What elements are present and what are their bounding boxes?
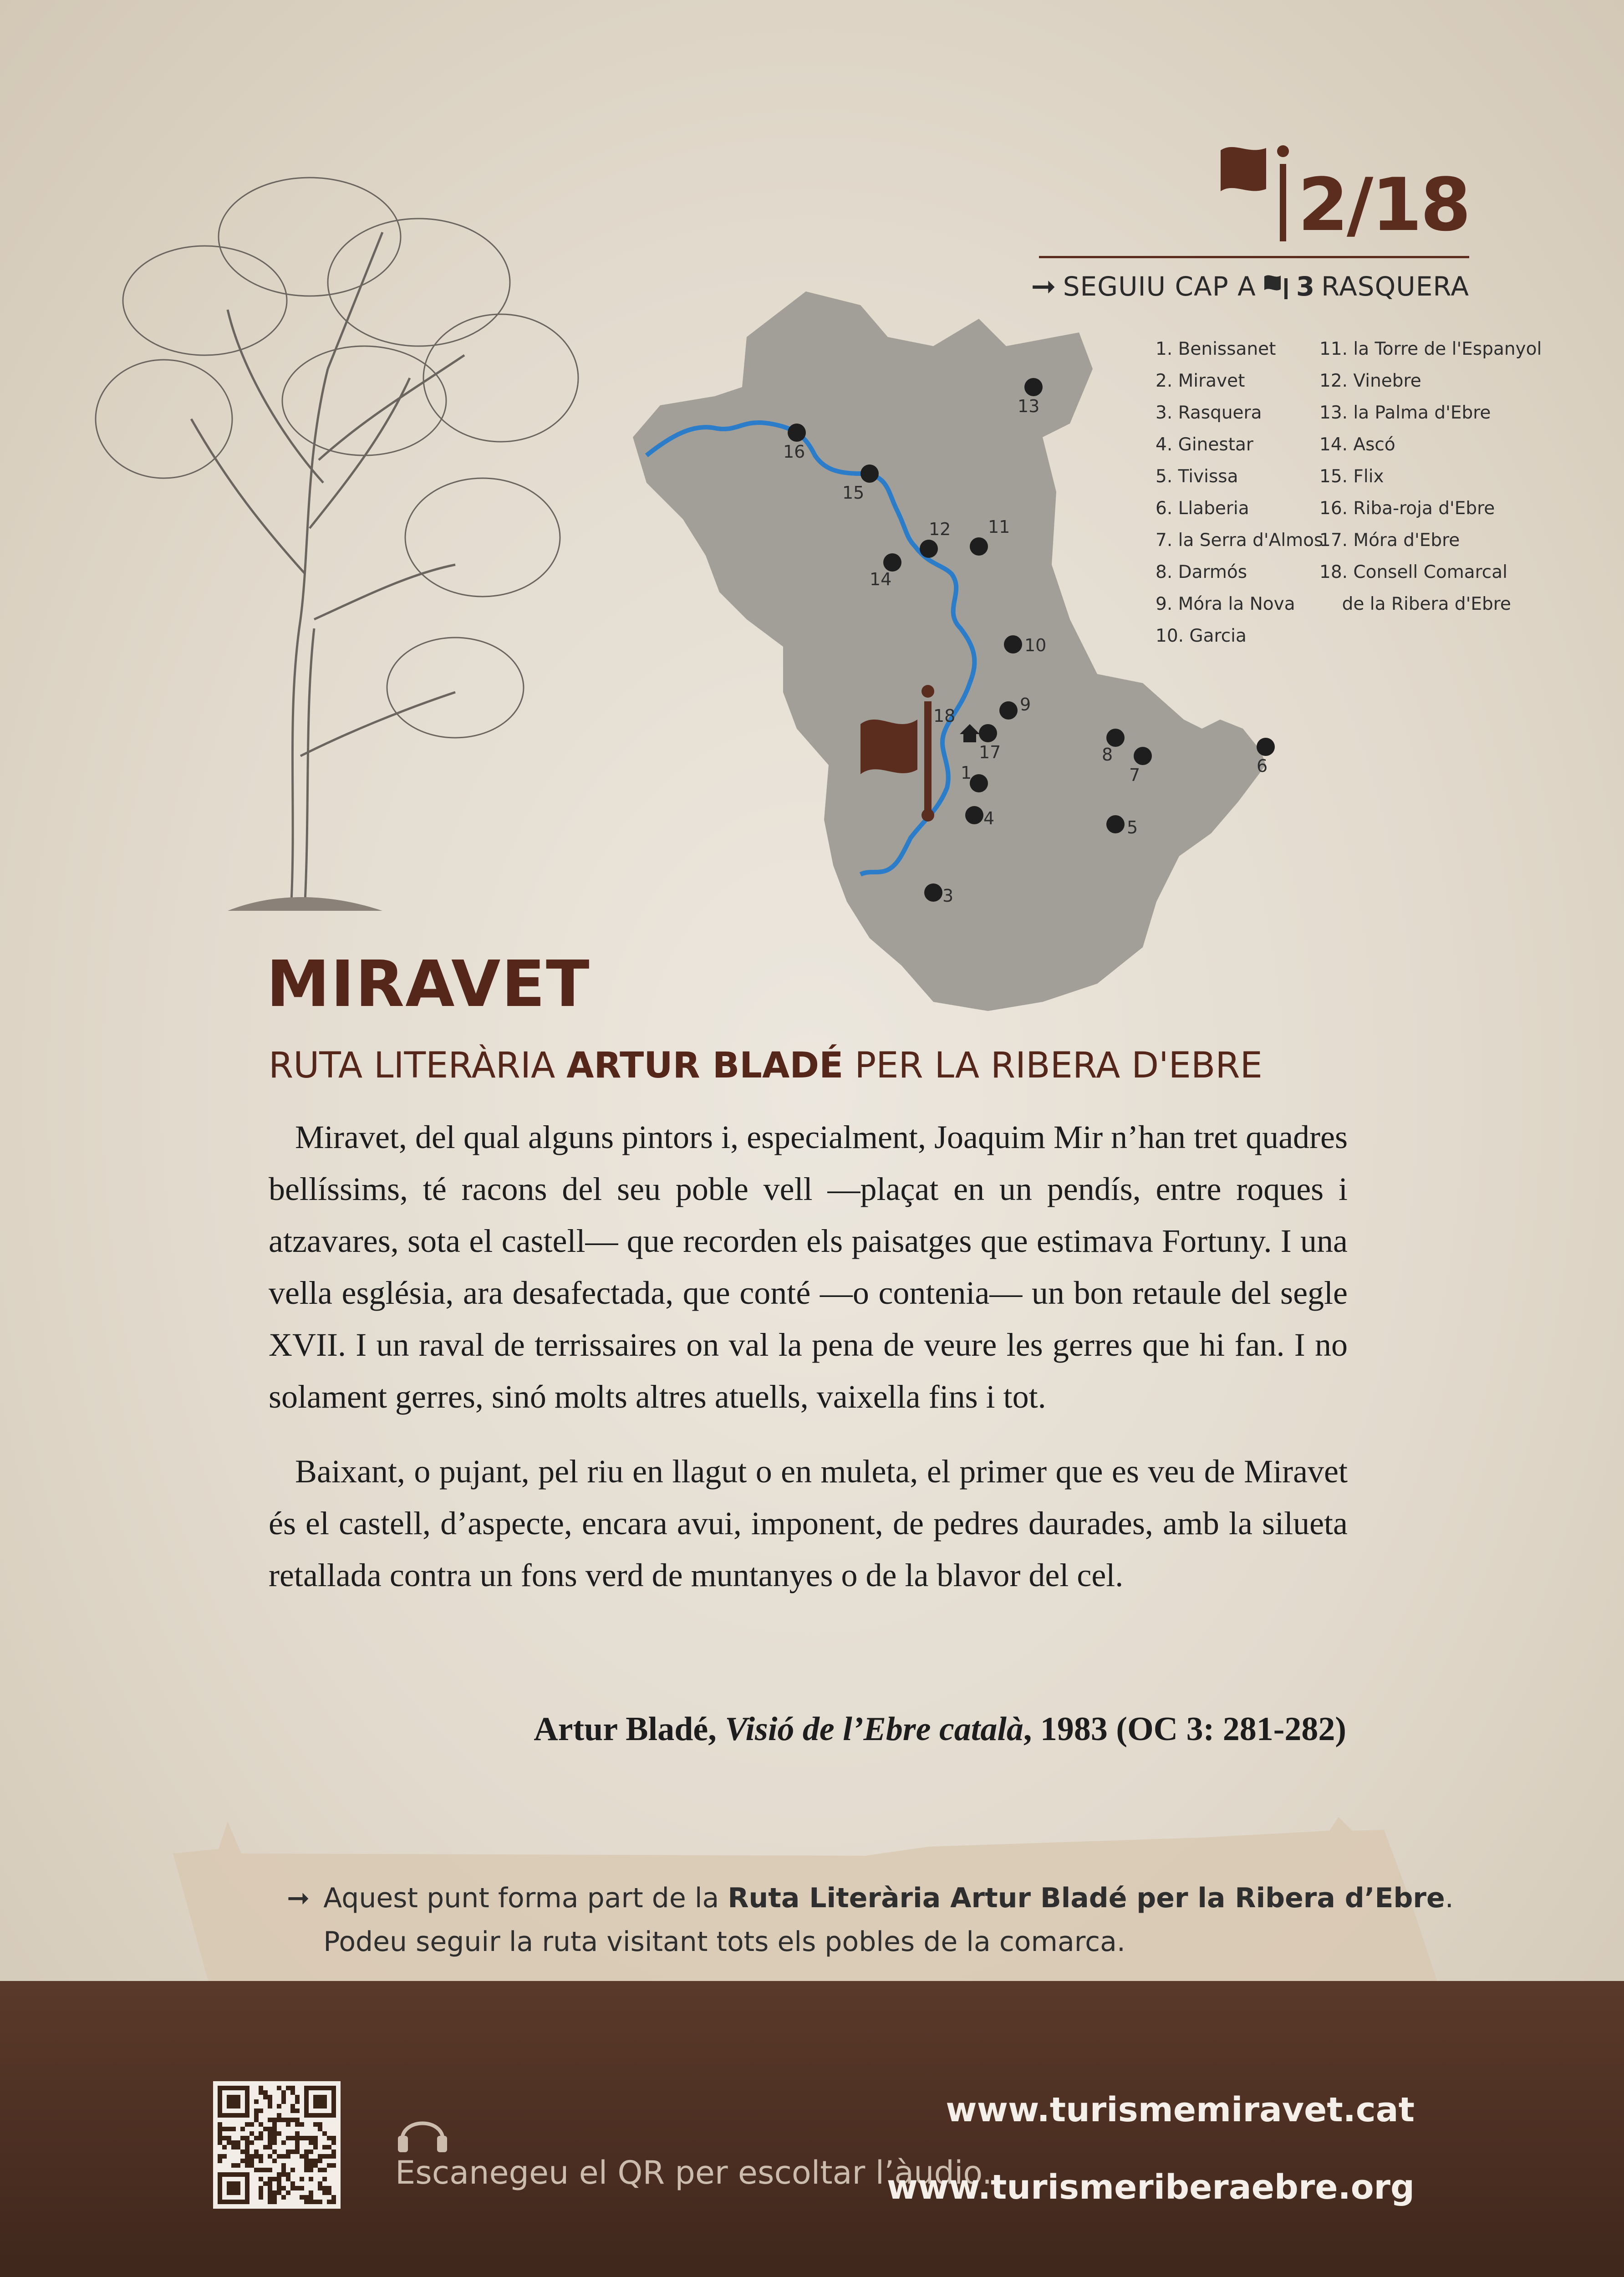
subtitle-suffix: PER LA RIBERA D'EBRE — [843, 1045, 1263, 1086]
legend-item: 11. la Torre de l'Espanyol — [1319, 339, 1542, 359]
note-line2: Podeu seguir la ruta visitant tots els pobles de la comarca. — [323, 1926, 1125, 1958]
legend-item: 3. Rasquera — [1156, 403, 1262, 423]
legend-item: 5. Tivissa — [1156, 466, 1238, 487]
map-stop-label: 11 — [988, 517, 1010, 537]
arrow-right-icon: ➞ — [1031, 269, 1057, 304]
next-stop — [1031, 269, 1469, 304]
map-stop-dot — [1257, 738, 1275, 756]
legend-item: 14. Ascó — [1319, 434, 1395, 455]
link-turismeriberaebre[interactable]: www.turismeriberaebre.org — [886, 2168, 1415, 2207]
map-stop-label: 4 — [983, 808, 995, 828]
legend-item: 1. Benissanet — [1156, 339, 1276, 359]
citation — [534, 1710, 1346, 1749]
note-route-name: Ruta Literària Artur Bladé per la Ribera d’Ebre — [728, 1882, 1445, 1914]
map-stop-dot — [1106, 729, 1125, 747]
next-name: RASQUERA — [1321, 271, 1469, 302]
legend-item: 6. Llaberia — [1156, 498, 1249, 519]
map-stop-dot — [1106, 815, 1125, 833]
header-divider — [1039, 256, 1469, 258]
map-stop-label: 3 — [942, 886, 954, 906]
map-stop-dot — [1004, 635, 1022, 653]
map-stop-dot — [999, 701, 1018, 720]
map-stop-dot — [970, 774, 988, 792]
legend-item: 4. Ginestar — [1156, 434, 1253, 455]
map-stop-label: 1 — [961, 763, 972, 783]
legend-item: 13. la Palma d'Ebre — [1319, 403, 1491, 423]
flag-pole-top — [921, 685, 934, 698]
tree-illustration — [91, 164, 637, 938]
map-stop-dot — [1024, 378, 1043, 396]
map-stop-label: 9 — [1020, 694, 1031, 715]
quote-text — [269, 1111, 1348, 1624]
map-stop-dot — [883, 553, 901, 572]
map-stop-label: 16 — [783, 442, 805, 462]
legend-item: de la Ribera d'Ebre — [1319, 594, 1511, 614]
legend-item: 8. Darmós — [1156, 562, 1247, 582]
link-turismemiravet[interactable]: www.turismemiravet.cat — [946, 2090, 1415, 2129]
map-stop-label: 15 — [842, 483, 865, 503]
headphones-icon — [395, 2109, 450, 2154]
map-stop-dot — [1134, 747, 1152, 765]
paragraph: Miravet, del qual alguns pintors i, especialment, Joaquim Mir n’han tret quadres bellíssims, té racons del seu poble vell —plaçat en un pendís, entre roques i atzavares, sota el castell— que recorden els paisatges que estimava Fortuny. I una vella església, ara desafectada, que conté —o contenia— un bon retaule del segle XVII. I un raval de terrissaires on val la pena de veure les gerres que hi fan. I no solament gerres, sinó molts altres atuells, vaixella fins i tot. — [269, 1119, 1348, 1415]
legend-item: 10. Garcia — [1156, 626, 1247, 646]
map-stop-label: 12 — [929, 519, 951, 539]
citation-details: , 1983 (OC 3: 281-282) — [1023, 1710, 1346, 1748]
stage-number: 2/18 — [1298, 162, 1469, 247]
citation-author: Artur Bladé, — [534, 1710, 725, 1748]
flag-pole-base — [921, 809, 934, 822]
note-text: Aquest punt forma part de la — [323, 1882, 728, 1914]
map-stop-dot — [979, 724, 997, 742]
legend-item: 2. Miravet — [1156, 371, 1245, 391]
flag-icon — [1263, 273, 1290, 300]
map-stop-dot — [860, 465, 879, 483]
legend-column-left — [1156, 333, 1324, 652]
stage-indicator — [1216, 137, 1469, 247]
map-stop-dot — [965, 806, 983, 824]
audio-instruction: Escanegeu el QR per escoltar l’àudio. — [395, 2154, 993, 2191]
flag-icon — [860, 720, 917, 774]
next-prefix: SEGUIU CAP A — [1063, 271, 1256, 302]
map-stop-dot — [788, 424, 806, 442]
note-end: . — [1445, 1882, 1454, 1914]
map-stop-label: 10 — [1024, 635, 1047, 655]
legend-item: 18. Consell Comarcal — [1319, 562, 1507, 582]
legend-item: 17. Móra d'Ebre — [1319, 530, 1460, 551]
legend-item: 15. Flix — [1319, 466, 1384, 487]
flag-icon — [1216, 141, 1293, 241]
map-stop-label: 5 — [1127, 817, 1138, 837]
map-stop-dot — [970, 537, 988, 556]
arrow-right-icon: ➞ — [287, 1882, 310, 1914]
map-stop-dot — [924, 883, 942, 902]
flag-pole — [924, 701, 932, 815]
map-stop-label: 13 — [1018, 396, 1040, 416]
map-stop-label: 7 — [1129, 765, 1140, 785]
route-subtitle — [269, 1045, 1263, 1086]
map-stop-label: 14 — [870, 569, 892, 589]
legend-item: 7. la Serra d'Almos — [1156, 530, 1324, 551]
stops-legend — [1156, 333, 1565, 652]
map-stop-label: 18 — [933, 706, 956, 726]
subtitle-author: ARTUR BLADÉ — [566, 1045, 844, 1086]
page-title: MIRAVET — [266, 947, 591, 1021]
subtitle-prefix: RUTA LITERÀRIA — [269, 1045, 567, 1086]
next-number: 3 — [1296, 271, 1315, 302]
legend-item: 12. Vinebre — [1319, 371, 1421, 391]
map-stop-label: 17 — [979, 742, 1001, 762]
qr-code[interactable] — [213, 2081, 341, 2209]
citation-work: Visió de l’Ebre català — [725, 1710, 1023, 1748]
legend-item: 16. Riba-roja d'Ebre — [1319, 498, 1495, 519]
route-note — [287, 1876, 1454, 1964]
map-stop-dot — [920, 540, 938, 558]
map-stop-label: 8 — [1102, 745, 1113, 765]
paragraph: Baixant, o pujant, pel riu en llagut o en muleta, el primer que es veu de Miravet és el castell, d’aspecte, encara avui, imponent, de pedres daurades, amb la silueta retallada contra un fons verd de muntanyes o de la blavor del cel. — [269, 1453, 1348, 1593]
legend-column-right — [1319, 333, 1547, 652]
legend-item: 9. Móra la Nova — [1156, 594, 1295, 614]
map-stop-label: 6 — [1257, 756, 1268, 776]
